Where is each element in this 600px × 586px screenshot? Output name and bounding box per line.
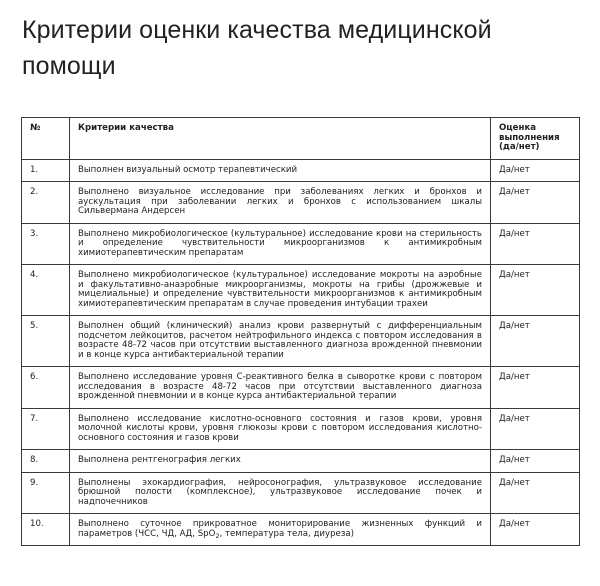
page-title: Критерии оценки качества медицинской помощи (22, 16, 492, 80)
criteria-text-part: , температура тела, диуреза) (219, 528, 355, 539)
row-evaluation: Да/нет (491, 182, 580, 224)
header-number: № (22, 118, 70, 160)
row-number: 7. (22, 408, 70, 450)
table-row (22, 182, 580, 224)
row-number: 8. (22, 450, 70, 473)
table-row (22, 472, 580, 514)
criteria-text-part: Выполнено суточное прикроватное мониторирование жизненных функций и параметров (ЧСС, ЧД, АД, SpO (78, 519, 482, 539)
row-evaluation: Да/нет (491, 450, 580, 473)
row-criteria: Выполнен визуальный осмотр терапевтический (70, 159, 491, 182)
row-evaluation: Да/нет (491, 159, 580, 182)
row-number: 5. (22, 316, 70, 367)
row-evaluation: Да/нет (491, 472, 580, 514)
row-number: 4. (22, 265, 70, 316)
row-criteria: Выполнена рентгенография легких (70, 450, 491, 473)
row-evaluation: Да/нет (491, 223, 580, 265)
table-row (22, 159, 580, 182)
row-number: 2. (22, 182, 70, 224)
row-evaluation: Да/нет (491, 514, 580, 546)
row-criteria (70, 514, 491, 546)
table-row (22, 223, 580, 265)
row-number: 10. (22, 514, 70, 546)
row-criteria: Выполнено микробиологическое (культуральное) исследование крови на стерильность и определение чувствительности микроорганизмов к антимикробным химиотерапевтическим препаратам (70, 223, 491, 265)
row-criteria: Выполнен общий (клинический) анализ крови развернутый с дифференциальным подсчетом лейкоцитов, расчетом нейтрофильного индекса с повтором исследования в возрасте 48-72 часов при отсутствии выставленного диагноза врожденной пневмонии и в конце курса антибактериальной терапии (70, 316, 491, 367)
row-criteria: Выполнено исследование кислотно-основного состояния и газов крови, уровня молочной кислоты крови, уровня глюкозы крови с повтором исследования кислотно-основного состояния и газов крови (70, 408, 491, 450)
table-row (22, 408, 580, 450)
table-row (22, 450, 580, 473)
criteria-table (21, 117, 580, 546)
row-criteria: Выполнено исследование уровня С-реактивного белка в сыворотке крови с повтором исследования в возрасте 48-72 часов при отсутствии выставленного диагноза врожденной пневмонии и в конце курса антибактериальной терапии (70, 367, 491, 409)
header-criteria: Критерии качества (70, 118, 491, 160)
row-criteria: Выполнено визуальное исследование при заболеваниях легких и бронхов и аускультация при заболевании легких и бронхов с использованием шкалы Сильвермана Андерсен (70, 182, 491, 224)
row-criteria: Выполнено микробиологическое (культуральное) исследование мокроты на аэробные и факультативно-анаэробные микроорганизмы, мокроты на грибы (дрожжевые и мицелиальные) и определение чувствительности микроорганизмов к антимикробным химиотерапевтическим препаратам в случае проведения интубации трахеи (70, 265, 491, 316)
row-number: 3. (22, 223, 70, 265)
header-evaluation: Оценка выполнения (да/нет) (491, 118, 580, 160)
row-evaluation: Да/нет (491, 316, 580, 367)
table-row (22, 265, 580, 316)
table-row (22, 316, 580, 367)
row-number: 9. (22, 472, 70, 514)
row-number: 6. (22, 367, 70, 409)
row-criteria: Выполнены эхокардиография, нейросонография, ультразвуковое исследование брюшной полости (комплексное), ультразвуковое исследование почек и надпочечников (70, 472, 491, 514)
row-number: 1. (22, 159, 70, 182)
row-evaluation: Да/нет (491, 265, 580, 316)
table-header-row (22, 118, 580, 160)
subscript-text: 2 (215, 531, 220, 540)
table-row (22, 514, 580, 546)
row-evaluation: Да/нет (491, 408, 580, 450)
row-evaluation: Да/нет (491, 367, 580, 409)
table-row (22, 367, 580, 409)
